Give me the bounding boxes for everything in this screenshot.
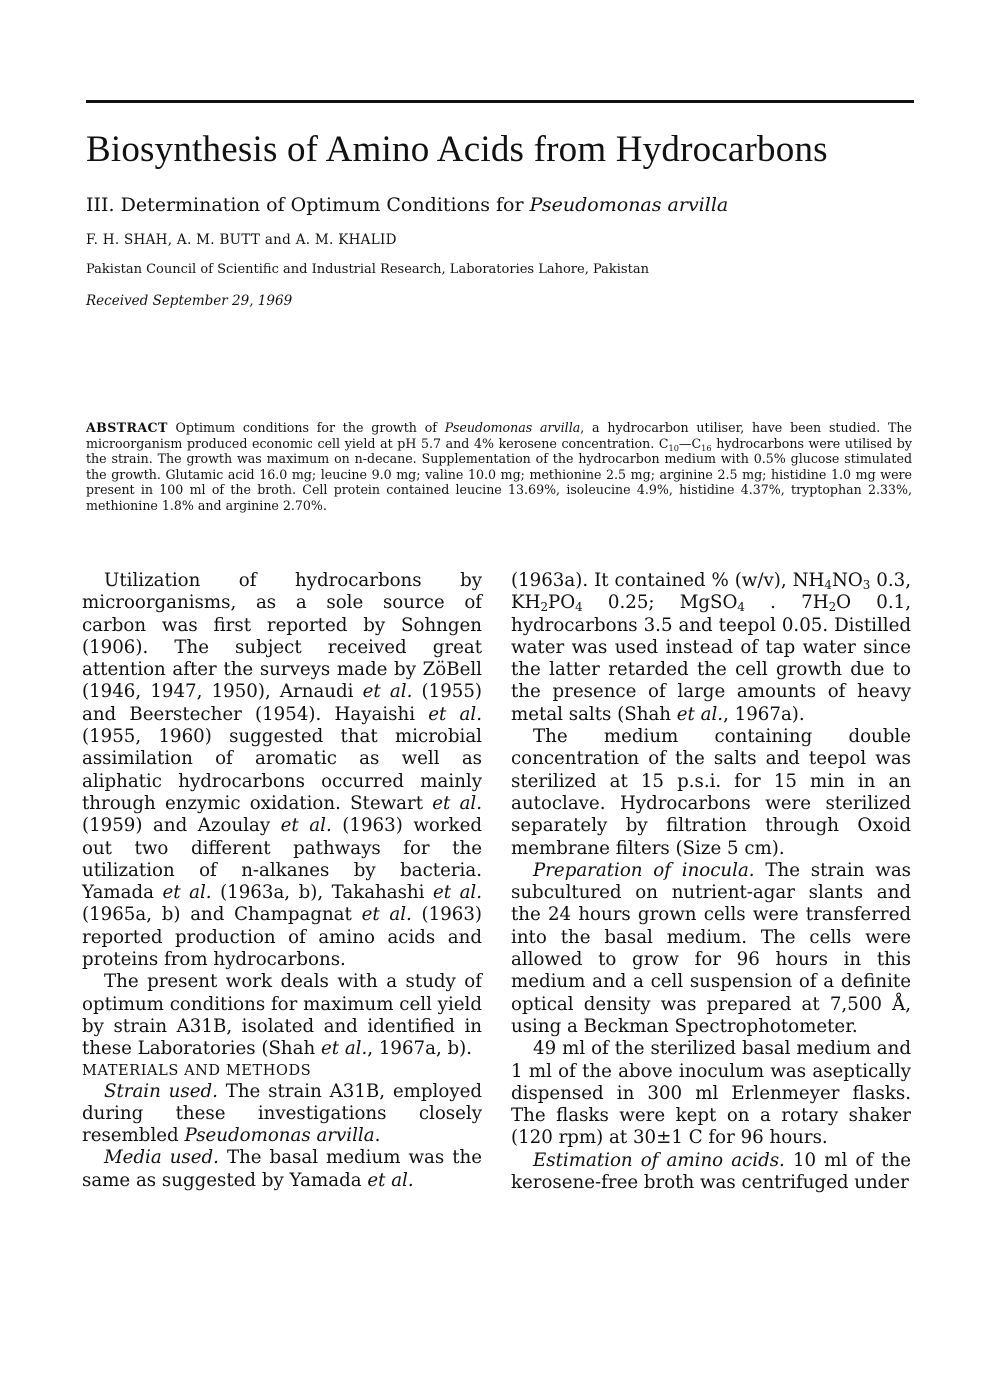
italic-run: et al. — [362, 681, 413, 703]
text-run: . — [374, 1125, 381, 1147]
italic-run: et al. — [162, 882, 212, 904]
text-run: (1963) worked out two different pathways for the utilization of n-alkanes by bacteria. Yamada — [82, 815, 482, 904]
text-run: (1959) and Azoulay — [82, 815, 281, 837]
top-rule — [86, 100, 914, 103]
text-run: The strain A31B, employed during these investigations closely resembled — [82, 1080, 482, 1147]
right-paragraph-inocula — [511, 860, 911, 1038]
text-run: O 0.1, hydrocarbons 3.5 and teepol 0.05. Distilled water was used instead of tap water since the latter retarded the cell growth due to the presence of large amounts of heavy metal salts (Shah — [511, 592, 912, 725]
text-run: The basal medium was the same as suggested by Yamada — [82, 1147, 482, 1191]
italic-run: Pseudomonas arvilla — [184, 1125, 375, 1147]
text-run: . 7H — [744, 592, 829, 614]
text-run: The strain was subcultured on nutrient-agar slants and the 24 hours grown cells were transferred into the basal medium. The cells were allowed to grow for 96 hours in this medium and a cell suspension of a definite optical density was prepared at 7,500 Å, using a Beckman Spectrophotometer. — [511, 859, 911, 1037]
subtitle-organism: Pseudomonas arvilla — [529, 194, 729, 216]
text-run: (1955) and Beerstecher (1954). Hayaishi — [82, 681, 483, 725]
text-run: (1963a). It contained % (w/v), NH — [511, 570, 825, 591]
italic-run: et al. — [432, 792, 483, 814]
right-paragraph-4: 49 ml of the sterilized basal medium and 1 ml of the above inoculum was aseptically dispensed in 300 ml Erlenmeyer flasks. The flasks were kept on a rotary shaker (120 rpm) at 30±1 C for 96 hours. — [511, 1038, 911, 1149]
text-run: (1965a, b) and Champagnat — [82, 904, 362, 926]
left-paragraph-strain — [82, 1081, 482, 1148]
italic-run: et al. — [361, 904, 412, 926]
text-run: , 1967a). — [723, 703, 805, 725]
text-run: (1963a, b), Takahashi — [211, 882, 433, 904]
text-run: (1955, 1960) suggested that microbial assimilation of aromatic as well as aliphatic hydrocarbons occurred mainly through enzymic oxidation. Stewart — [82, 726, 482, 814]
run-in-heading: Preparation of inocula. — [533, 859, 755, 881]
italic-run: et al. — [676, 703, 724, 725]
section-heading-materials: MATERIALS AND METHODS — [82, 1062, 312, 1079]
subscript: 2 — [540, 600, 548, 615]
left-paragraph-1 — [82, 570, 482, 971]
run-in-heading: Estimation of amino acids. — [533, 1149, 785, 1171]
subscript: 4 — [575, 600, 583, 615]
right-paragraph-1 — [511, 570, 911, 726]
right-column — [511, 570, 911, 1194]
italic-run: et al. — [280, 815, 332, 837]
italic-run: et al. — [428, 703, 482, 725]
text-run: 0.3, KH — [511, 570, 911, 614]
text-run: 10 ml of the kerosene-free broth was centrifuged under — [511, 1149, 911, 1194]
abstract-sub-2: 16 — [701, 442, 712, 453]
subscript: 4 — [824, 578, 832, 592]
run-in-heading: Strain used. — [104, 1080, 218, 1102]
subtitle-prefix: III. Determination of Optimum Conditions for — [86, 194, 530, 216]
subscript: 4 — [737, 600, 745, 615]
text-run: PO — [547, 592, 576, 614]
right-paragraph-2: The medium containing double concentration of the salts and teepol was sterilized at 15 p.s.i. for 15 min in an autoclave. Hydrocarbons were sterilized separately by filtration through Oxoid membrane filters (Size 5 cm). — [511, 726, 911, 859]
received-date: Received September 29, 1969 — [86, 293, 293, 309]
abstract — [86, 420, 912, 514]
text-run: (1963) reported production of amino acids and proteins from hydrocarbons. — [82, 904, 483, 971]
abstract-text-4: hydrocarbons were utilised by the strain. The growth was maximum on n-decane. Supplementation of the hydrocarbon medium with 0.5% glucose stimulated the growth. Glutamic acid 16.0 mg; leucine 9.0 mg; valine 10.0 mg; methionine 2.5 mg; arginine 2.5 mg; histidine 1.0 mg were present in 100 ml of the broth. Cell protein contained leucine 13.69%, isoleucine 4.9%, histidine 4.37%, tryptophan 2.33%, methionine 1.8% and arginine 2.70%. — [86, 435, 912, 513]
right-paragraph-estimation — [511, 1150, 911, 1195]
abstract-text-3: —C — [678, 435, 702, 451]
left-paragraph-media — [82, 1147, 482, 1192]
subscript: 2 — [828, 600, 837, 615]
subscript: 3 — [862, 578, 871, 592]
text-run: NO — [831, 570, 863, 591]
italic-run: et al. — [432, 882, 483, 904]
italic-run: et al. — [367, 1169, 414, 1191]
affiliation: Pakistan Council of Scientific and Industrial Research, Laboratories Lahore, Pakistan — [86, 262, 649, 277]
text-run: , 1967a, b). — [367, 1038, 473, 1060]
abstract-label: ABSTRACT — [86, 420, 168, 435]
abstract-text-1: Optimum conditions for the growth of — [167, 420, 445, 435]
abstract-text-2: , a hydrocarbon utiliser, have been studied. The microorganism produced economic cell yield at pH 5.7 and 4% kerosene concentration. C — [86, 420, 912, 451]
article-subtitle — [86, 192, 728, 218]
abstract-organism: Pseudomonas arvilla — [444, 420, 581, 435]
text-run: 0.25; MgSO — [582, 592, 738, 614]
article-title: Biosynthesis of Amino Acids from Hydrocarbons — [86, 129, 828, 170]
author-list: F. H. SHAH, A. M. BUTT and A. M. KHALID — [86, 232, 397, 248]
run-in-heading: Media used. — [104, 1147, 219, 1169]
italic-run: et al. — [320, 1038, 368, 1060]
left-column — [82, 570, 482, 1192]
abstract-sub-1: 10 — [668, 442, 679, 453]
text-run: Utilization of hydrocarbons by microorganisms, as a sole source of carbon was first reported by Sohngen (1906). The subject received great attention after the surveys made by ZöBell (1946, 1947, 1950), Arnaudi — [82, 570, 482, 703]
left-paragraph-2 — [82, 971, 482, 1060]
text-run: The present work deals with a study of optimum conditions for maximum cell yield by strain A31B, isolated and identified in these Laboratories (Shah — [82, 971, 482, 1060]
